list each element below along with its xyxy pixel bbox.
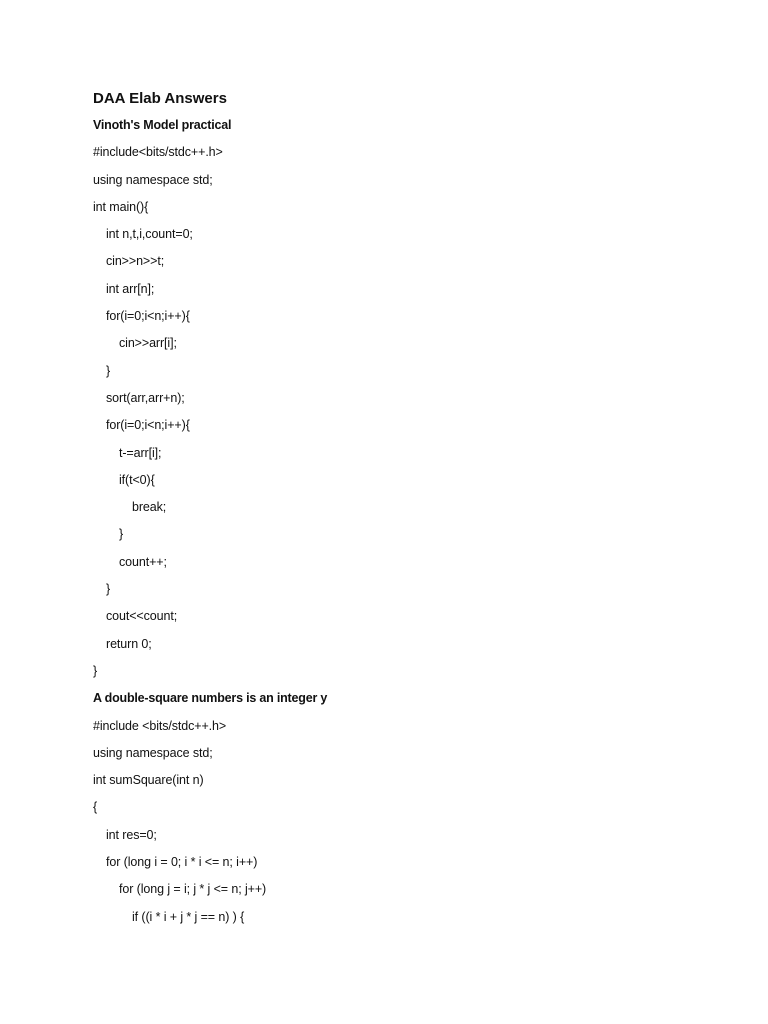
code-line: cin>>arr[i]; — [119, 336, 177, 351]
section-heading: A double-square numbers is an integer y — [93, 691, 328, 706]
code-line: int sumSquare(int n) — [93, 773, 204, 788]
code-line: using namespace std; — [93, 745, 213, 760]
document-sections — [93, 112, 713, 931]
code-line: for(i=0;i<n;i++){ — [106, 418, 190, 433]
code-line: count++; — [119, 554, 167, 569]
code-line: int main(){ — [93, 199, 149, 214]
code-line: cout<<count; — [106, 609, 178, 624]
code-line: return 0; — [106, 636, 152, 651]
document-content — [93, 86, 713, 931]
code-line: } — [93, 663, 98, 678]
code-line: using namespace std; — [93, 172, 213, 187]
code-line: for(i=0;i<n;i++){ — [106, 309, 190, 324]
code-line: int n,t,i,count=0; — [106, 227, 193, 242]
code-line: } — [119, 527, 124, 542]
code-line: #include <bits/stdc++.h> — [93, 718, 227, 733]
code-line: int res=0; — [106, 827, 157, 842]
code-line: sort(arr,arr+n); — [106, 390, 185, 405]
section-heading: Vinoth's Model practical — [93, 118, 232, 132]
code-line: } — [106, 582, 111, 597]
code-line: for (long j = i; j * j <= n; j++) — [119, 882, 267, 897]
code-line: break; — [132, 500, 167, 515]
document-section — [93, 685, 713, 931]
document-section — [93, 112, 713, 685]
document-title: DAA Elab Answers — [93, 90, 227, 107]
code-line: if ((i * i + j * j == n) ) { — [132, 909, 245, 924]
code-line: t-=arr[i]; — [119, 445, 162, 460]
code-line: if(t<0){ — [119, 472, 155, 487]
code-line: #include<bits/stdc++.h> — [93, 145, 223, 160]
code-line: { — [93, 800, 98, 815]
code-line: int arr[n]; — [106, 281, 155, 296]
code-line: for (long i = 0; i * i <= n; i++) — [106, 855, 258, 870]
code-line: } — [106, 363, 111, 378]
code-line: cin>>n>>t; — [106, 254, 165, 269]
